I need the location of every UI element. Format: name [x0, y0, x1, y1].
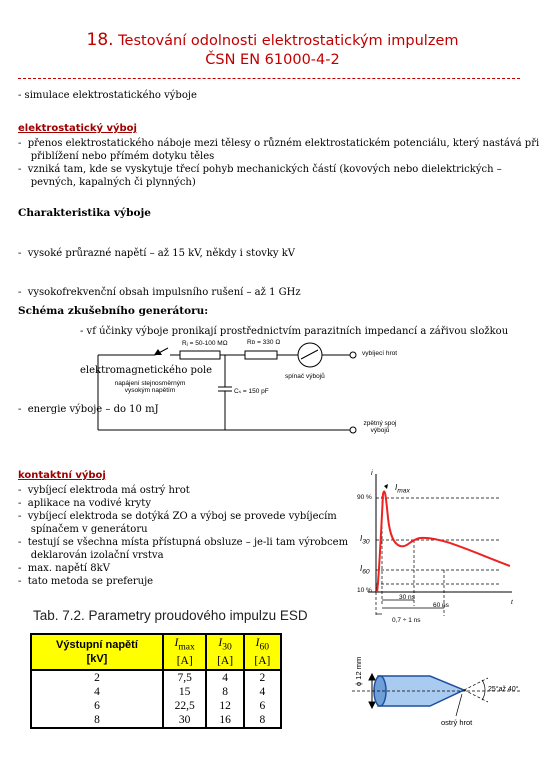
switch-label: spínač výbojů: [285, 373, 325, 380]
list-item: - přenos elektrostatického náboje mezi tělesy o různém elektrostatickém potenciálu, který nastává při: [18, 138, 540, 149]
rc-label: Rⱼ = 50-100 MΩ: [182, 340, 228, 347]
return-label-line2: výbojů: [370, 427, 390, 434]
title-line1: Testování odolnosti elektrostatickým impulzem: [118, 33, 459, 49]
i60-sub: 60: [362, 568, 370, 576]
list-item: - vybíjecí elektroda má ostrý hrot: [18, 485, 190, 496]
rd-label: Rᴅ = 330 Ω: [247, 339, 281, 346]
table-row: [31, 713, 281, 728]
col-header-voltage: [31, 634, 163, 670]
electrode-diameter-label: ϕ 12 mm: [354, 656, 363, 686]
table-cell: 15: [163, 685, 207, 699]
header-main: Výstupní napětí: [56, 639, 138, 652]
list-subitem: - vf účinky výboje pronikají prostřednictvím parazitních impedancí a zářivou složkou: [80, 326, 509, 337]
section1-list: [18, 137, 539, 189]
i30-sub: 30: [362, 538, 370, 546]
list-item: - aplikace na vodivé kryty: [18, 498, 151, 509]
header-main: $I_{max}$: [174, 637, 195, 653]
list-item: - vysokofrekvenční obsah impulsního rušení – až 1 GHz: [18, 287, 301, 298]
page-title: [0, 30, 545, 50]
esd-parameter-table: [30, 633, 282, 729]
table-row: [31, 685, 281, 699]
return-label-line1: zpětný spoj: [363, 420, 397, 427]
col-header-i30: [206, 634, 243, 670]
section-number: 18.: [86, 30, 114, 50]
header-main: $I_{30}$: [218, 637, 232, 653]
table-cell: 2: [244, 670, 281, 685]
list-item: - vybíjecí elektroda se dotýká ZO a výboj se provede vybíjecím: [18, 511, 337, 522]
list-item: - energie výboje – do 10 mJ: [18, 404, 159, 415]
graph-imax-label: [395, 483, 410, 495]
electrode-tip-label: ostrý hrot: [441, 718, 473, 727]
header-main: $I_{60}$: [255, 637, 270, 653]
table-cell: 30: [163, 713, 207, 728]
graph-90-label: 90 %: [357, 494, 372, 501]
header-unit: [kV]: [86, 653, 108, 666]
header-unit: [A]: [217, 655, 234, 668]
col-header-imax: [163, 634, 207, 670]
electrode-angle-label: 25°až 40°: [488, 686, 519, 693]
table-header-row: [31, 634, 281, 670]
list-item: deklarován izolační vrstva: [18, 550, 164, 561]
table-cell: 22,5: [163, 699, 207, 713]
supply-label-line2: vysokým napětím: [124, 387, 176, 394]
table-cell: 2: [31, 670, 163, 685]
supply-label-line1: napájení stejnosměrným: [114, 380, 186, 387]
table-cell: 4: [244, 685, 281, 699]
list-item: spínačem v generátoru: [18, 524, 148, 535]
i60-main: I: [360, 564, 363, 573]
table-row: [31, 699, 281, 713]
graph-30ns-label: 30 ns: [399, 594, 415, 601]
heading-electrostatic-discharge: elektrostatický výboj: [18, 123, 137, 134]
table-cell: 6: [244, 699, 281, 713]
header-unit: [A]: [254, 655, 271, 668]
title-divider: [18, 78, 520, 79]
col-header-i60: [244, 634, 281, 670]
cs-label: Cₛ = 150 pF: [234, 388, 269, 395]
table-cell: 8: [206, 685, 243, 699]
graph-60ns-label: 60 ns: [433, 602, 449, 609]
graph-i30-label: [360, 534, 370, 546]
list-subitem-cont: elektromagnetického pole: [80, 365, 213, 376]
tip-label: vybíjecí hrot: [362, 350, 398, 357]
i30-main: I: [360, 534, 363, 543]
list-item: - testují se všechna místa přístupná obsluze – je-li tam výrobcem: [18, 537, 349, 548]
graph-i-label: i: [371, 468, 373, 477]
table-cell: 16: [206, 713, 243, 728]
heading-discharge-characteristics: Charakteristika výboje: [18, 207, 151, 219]
list-item: - vysoké průrazné napětí – až 15 kV, někdy i stovky kV: [18, 248, 296, 259]
list-item: - vzniká tam, kde se vyskytuje třecí pohyb mechanických částí (kovových nebo dielektrických –: [18, 164, 502, 175]
graph-t-label: t: [511, 599, 513, 606]
heading-generator-schematic: Schéma zkušebního generátoru:: [18, 305, 209, 317]
list-item: - max. napětí 8kV: [18, 563, 110, 574]
graph-i60-label: [360, 564, 370, 576]
supply-label: [101, 380, 199, 394]
list-item: pevných, kapalných či plynných): [18, 177, 196, 188]
table-cell: 8: [31, 713, 163, 728]
heading-contact-discharge: kontaktní výboj: [18, 470, 106, 481]
title-line2: ČSN EN 61000-4-2: [205, 52, 340, 68]
table-row: [31, 670, 281, 685]
table-cell: 4: [31, 685, 163, 699]
electrode-drawing: [352, 668, 532, 746]
table-cell: 4: [206, 670, 243, 685]
table-cell: 6: [31, 699, 163, 713]
table-caption: Tab. 7.2. Parametry proudového impulzu ESD: [33, 608, 308, 623]
section4-list: [18, 484, 348, 588]
graph-rise-label: 0,7 ÷ 1 ns: [392, 617, 421, 624]
list-item: - tato metoda se preferuje: [18, 576, 154, 587]
list-item: přiblížení nebo přímém dotyku těles: [18, 151, 215, 162]
imax-main: I: [395, 483, 398, 492]
table-cell: 12: [206, 699, 243, 713]
table-cell: 8: [244, 713, 281, 728]
intro-text: - simulace elektrostatického výboje: [18, 90, 197, 101]
imax-sub: max: [397, 487, 410, 495]
graph-10-label: 10 %: [357, 587, 372, 594]
header-unit: [A]: [176, 655, 193, 668]
return-label: [355, 420, 405, 434]
table-cell: 7,5: [163, 670, 207, 685]
